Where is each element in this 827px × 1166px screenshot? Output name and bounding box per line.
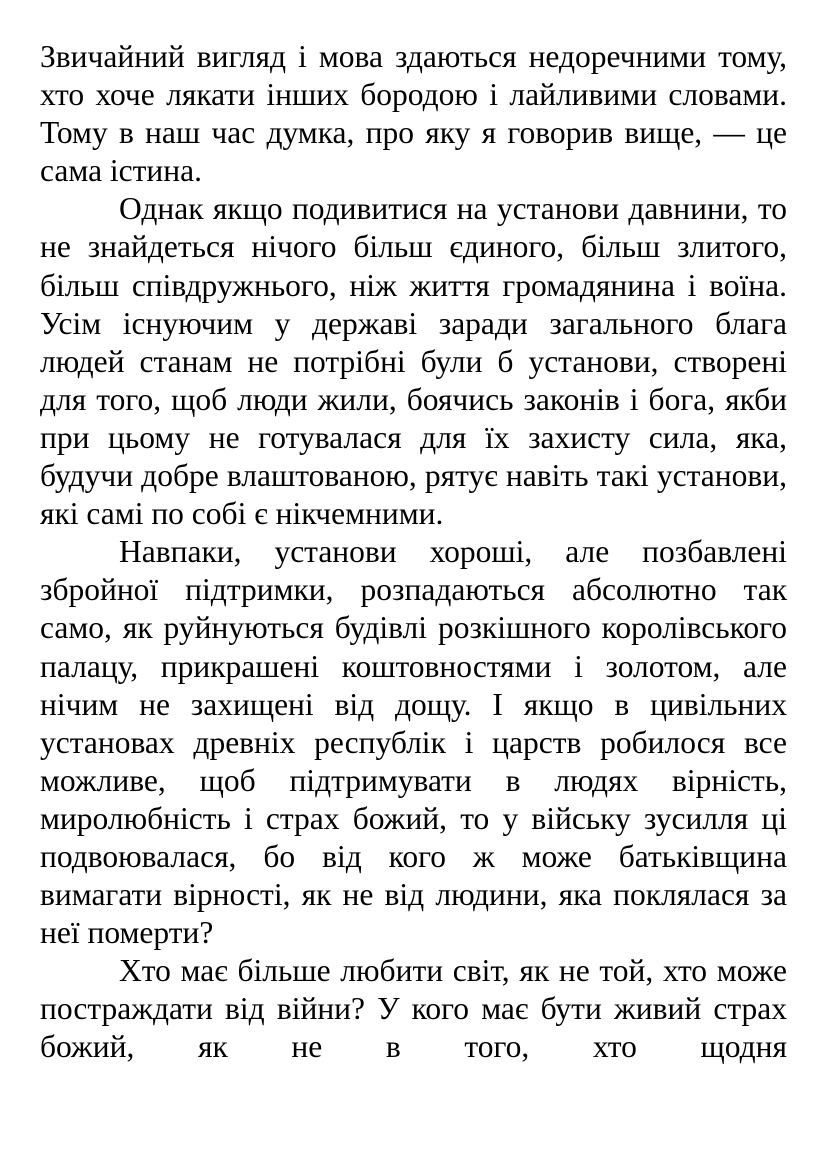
document-page — [40, 38, 787, 1067]
paragraph-3: Навпаки, установи хороші, але позбавлені збройної підтримки, розпадаються абсолютно так само, як руйнуються будівлі розкішного королівського палацу, прикрашені коштовностями і золотом, але нічим не захищені від дощу. І якщо в цивільних установах древніх республік і царств робилося все можливе, щоб підтримувати в людях вірність, миролюбність і страх божий, то у війську зусилля ці подвоювалася, бо від кого ж може батьківщина вимагати вірності, як не від людини, яка поклялася за неї померти? — [40, 534, 787, 951]
paragraph-1: Звичайний вигляд і мова здаються недоречними тому, хто хоче лякати інших бородою і лайливими словами. Тому в наш час думка, про яку я говорив вище, — це сама істина. — [40, 39, 787, 189]
paragraph-4: Хто має більше любити світ, як не той, хто може постраждати від війни? У кого має бути живий страх божий, як не в того, хто щодня — [40, 953, 787, 1065]
paragraph-2: Однак якщо подивитися на установи давнини, то не знайдеться нічого більш єдиного, більш злитого, більш співдружнього, ніж життя громадянина і воїна. Усім існуючим у державі заради загального блага людей станам не потрібні були б установи, створені для того, щоб люди жили, боячись законів і бога, якби при цьому не готувалася для їх захисту сила, яка, будучи добре влаштованою, рятує навіть такі установи, які самі по собі є нікчемними. — [40, 191, 787, 532]
